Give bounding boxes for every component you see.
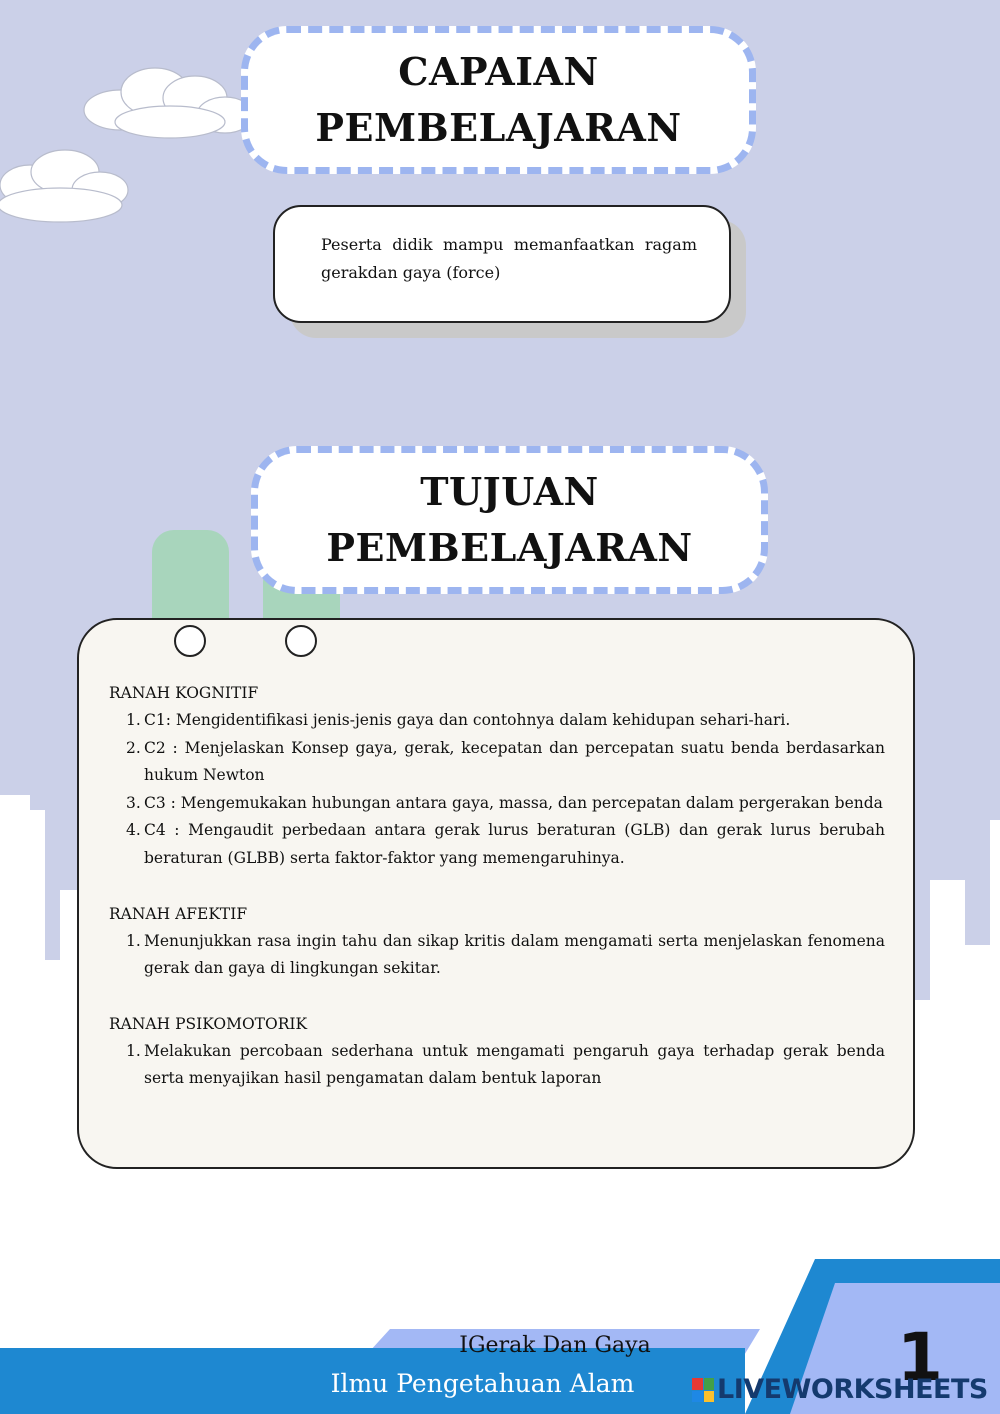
- capaian-title-box: [241, 26, 756, 174]
- capaian-title-line2: PEMBELAJARAN: [315, 105, 682, 150]
- list-afektif: [109, 928, 885, 983]
- page-number: 1: [897, 1319, 943, 1396]
- section-heading-psikomotorik: RANAH PSIKOMOTORIK: [109, 1014, 308, 1033]
- capaian-title-line1: CAPAIAN: [398, 49, 599, 94]
- list-item: [109, 1038, 885, 1093]
- capaian-text: Peserta didik mampu memanfaatkan ragam gerakdan gaya (force): [321, 235, 697, 282]
- section-heading-kognitif: RANAH KOGNITIF: [109, 684, 259, 702]
- list-item-text: C3 : Mengemukakan hubungan antara gaya, massa, dan percepatan dalam pergerakan benda: [144, 793, 883, 812]
- list-item-text: Melakukan percobaan sederhana untuk mengamati pengaruh gaya terhadap gerak benda serta menyajikan hasil pengamatan dalam bentuk laporan: [144, 1041, 885, 1088]
- tujuan-title-line2: PEMBELAJARAN: [326, 525, 693, 570]
- liveworksheets-logo-icon: [692, 1378, 714, 1402]
- tujuan-card: [77, 618, 915, 1169]
- liveworksheets-brand[interactable]: [692, 1372, 988, 1408]
- section-heading-afektif: RANAH AFEKTIF: [109, 904, 248, 923]
- list-item-number: 1.: [126, 711, 141, 729]
- binder-hole-left: [174, 625, 206, 657]
- footer-topic: IGerak Dan Gaya: [459, 1333, 651, 1358]
- list-psikomotorik: [109, 1038, 885, 1093]
- liveworksheets-brand-text: LIVEWORKSHEETS: [717, 1374, 988, 1405]
- list-item: [109, 817, 885, 872]
- list-item-number: 1.: [126, 931, 141, 950]
- tujuan-title-box: [251, 446, 768, 594]
- binder-hole-right: [285, 625, 317, 657]
- list-item-text: C2 : Menjelaskan Konsep gaya, gerak, kecepatan dan percepatan suatu benda berdasarkan hukum Newton: [144, 738, 885, 785]
- tujuan-content: [109, 680, 885, 1093]
- list-item: [109, 928, 885, 983]
- list-kognitif: [109, 707, 885, 873]
- list-item-text: C4 : Mengaudit perbedaan antara gerak lurus beraturan (GLB) dan gerak lurus berubah beraturan (GLBB) serta faktor-faktor yang memengaruhinya.: [144, 821, 885, 867]
- list-item: [109, 790, 885, 818]
- list-item: [109, 707, 885, 735]
- list-item-text: Menunjukkan rasa ingin tahu dan sikap kritis dalam mengamati serta menjelaskan fenomena gerak dan gaya di lingkungan sekitar.: [144, 931, 885, 978]
- list-item-number: 1.: [126, 1041, 141, 1060]
- capaian-card: [273, 205, 731, 323]
- list-item-text: C1: Mengidentifikasi jenis-jenis gaya dan contohnya dalam kehidupan sehari-hari.: [144, 711, 791, 729]
- list-item-number: 3.: [126, 793, 141, 812]
- tujuan-title-line1: TUJUAN: [420, 469, 599, 514]
- footer-subject: Ilmu Pengetahuan Alam: [330, 1369, 635, 1398]
- list-item-number: 2.: [126, 738, 141, 757]
- list-item-number: 4.: [126, 821, 141, 840]
- list-item: [109, 735, 885, 790]
